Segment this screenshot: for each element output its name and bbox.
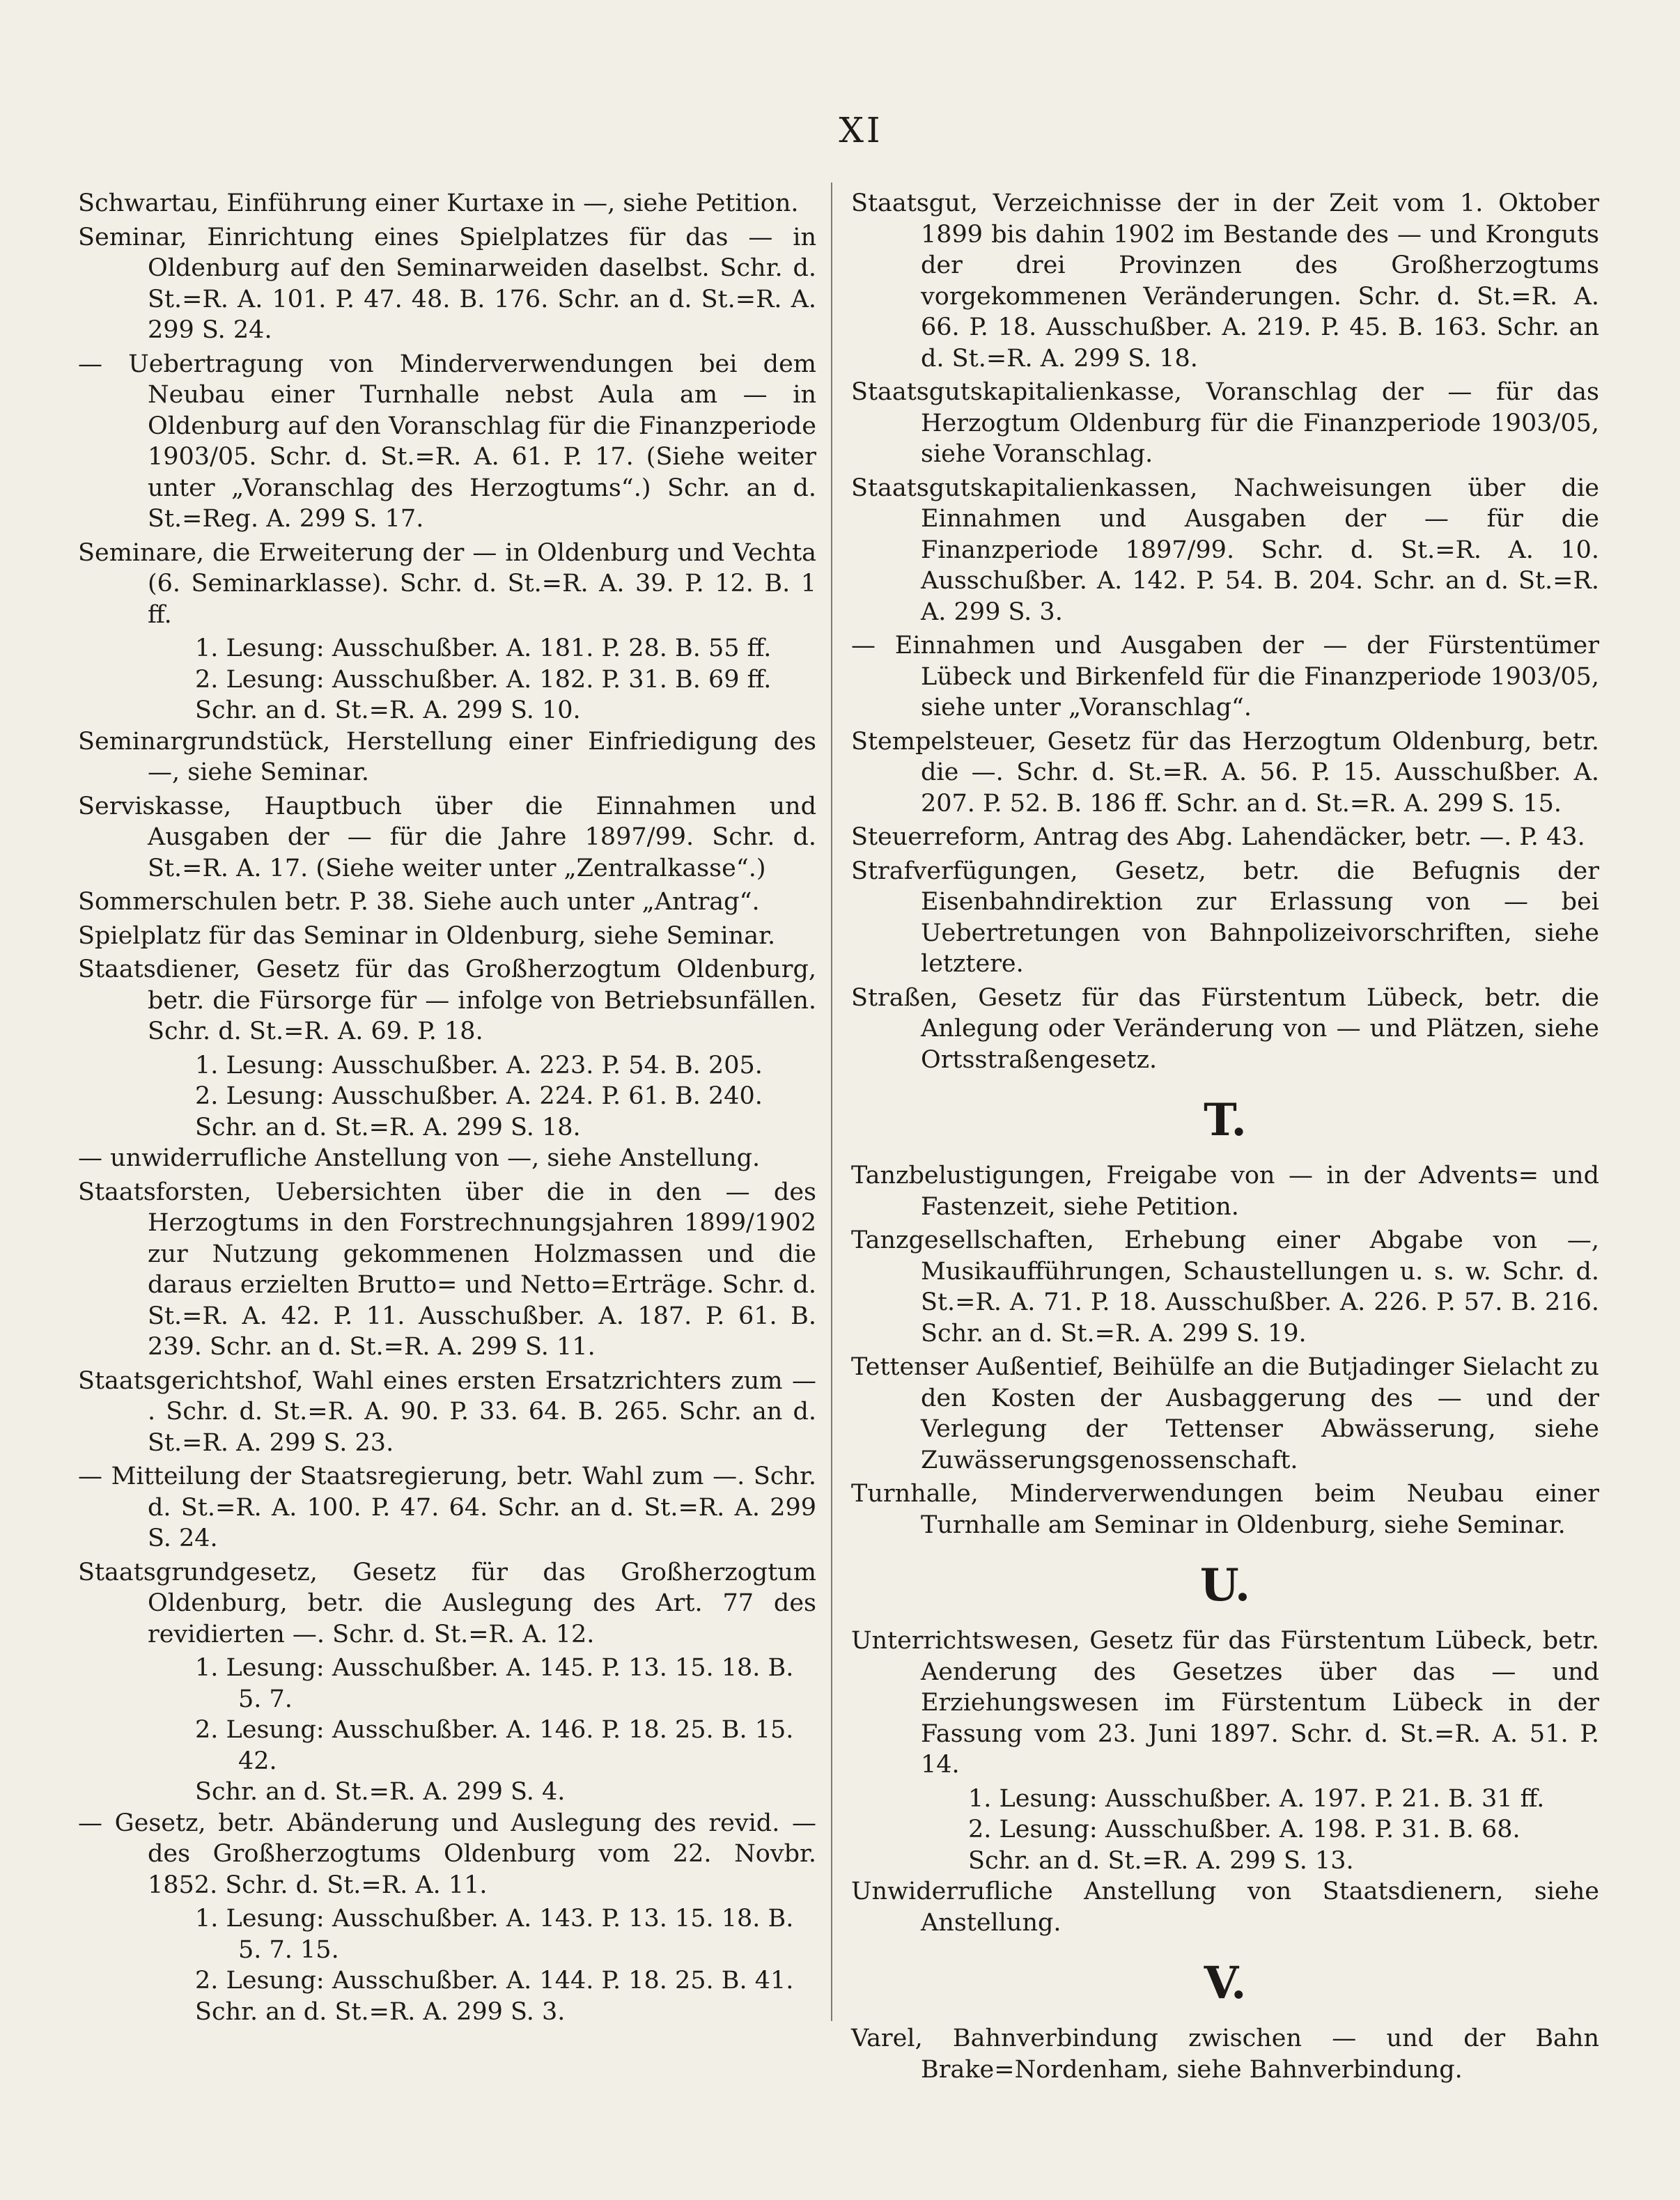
index-subentry: 2. Lesung: Ausschußber. A. 182. P. 31. B. 69 ff. bbox=[195, 665, 772, 694]
index-entry-varel: Varel, Bahnverbindung zwischen — und der Bahn Brake=Nordenham, siehe Bahnverbindung. bbox=[851, 2025, 1599, 2084]
index-entry-seminar1: Seminar, Einrichtung eines Spielplatzes für das — in Oldenburg auf den Seminarweiden daselbst. Schr. d. St.=R. A. 101. P. 47. 48. B. 176. Schr. an d. St.=R. A. 299 S. 24. bbox=[78, 223, 816, 344]
index-subentry: 2. Lesung: Ausschußber. A. 146. P. 18. 25. B. 15. 42. bbox=[195, 1716, 794, 1775]
index-entry-tettenser: Tettenser Außentief, Beihülfe an die Butjadinger Sielacht zu den Kosten der Ausbaggerung des — und der Verlegung der Tettenser Abwässerung, siehe Zuwässerungsgenossenschaft. bbox=[851, 1353, 1599, 1474]
index-entry-staatsgerichtshof: Staatsgerichtshof, Wahl eines ersten Ersatzrichters zum — . Schr. d. St.=R. A. 90. P. 33. 64. B. 265. Schr. an d. St.=R. A. 299 S. 23. bbox=[78, 1366, 816, 1457]
index-subentry: 2. Lesung: Ausschußber. A. 144. P. 18. 25. B. 41. bbox=[195, 1967, 794, 1995]
section-letter-v: V. bbox=[1204, 1957, 1247, 2009]
index-subentry: Schr. an d. St.=R. A. 299 S. 4. bbox=[195, 1778, 566, 1806]
section-letter-u: U. bbox=[1199, 1559, 1251, 1612]
index-entry-schwartau: Schwartau, Einführung einer Kurtaxe in —, siehe Petition. bbox=[78, 189, 799, 217]
index-entry-seminar2: — Uebertragung von Minderverwendungen bei dem Neubau einer Turnhalle nebst Aula am — in Oldenburg auf den Voranschlag für die Finanzperiode 1903/05. Schr. d. St.=R. A. 61. P. 17. (Siehe weiter unter „Voranschlag des Herzogtums“.) Schr. an d. St.=Reg. A. 299 S. 17. bbox=[78, 350, 816, 533]
index-entry-seminargrundstueck: Seminargrundstück, Herstellung einer Einfriedigung des —, siehe Seminar. bbox=[78, 727, 816, 786]
index-subentry: 1. Lesung: Ausschußber. A. 143. P. 13. 15. 18. B. 5. 7. 15. bbox=[195, 1905, 794, 1964]
index-subentry: Schr. an d. St.=R. A. 299 S. 3. bbox=[195, 1997, 566, 2026]
index-entry-sommerschulen: Sommerschulen betr. P. 38. Siehe auch unter „Antrag“. bbox=[78, 888, 760, 916]
index-entry-staatsdiener: Staatsdiener, Gesetz für das Großherzogtum Oldenburg, betr. die Fürsorge für — infolge von Betriebsunfällen. Schr. d. St.=R. A. 69. P. 18. bbox=[78, 955, 816, 1045]
index-entry-staatsgerichtshof2: — Mitteilung der Staatsregierung, betr. Wahl zum —. Schr. d. St.=R. A. 100. P. 47. 64. Schr. an d. St.=R. A. 299 S. 24. bbox=[78, 1462, 816, 1552]
index-subentry: 1. Lesung: Ausschußber. A. 145. P. 13. 15. 18. B. 5. 7. bbox=[195, 1654, 794, 1713]
index-entry-staatsgutskapitalienkasse: Staatsgutskapitalienkasse, Voranschlag der — für das Herzogtum Oldenburg für die Finanzperiode 1903/05, siehe Voranschlag. bbox=[851, 378, 1599, 468]
index-entry-strafverfuegungen: Strafverfügungen, Gesetz, betr. die Befugnis der Eisenbahndirektion zur Erlassung von — bei Uebertretungen von Bahnpolizeivorschriften, siehe letztere. bbox=[851, 857, 1599, 978]
column-divider bbox=[831, 182, 832, 2021]
index-entry-seminare: Seminare, die Erweiterung der — in Oldenburg und Vechta (6. Seminarklasse). Schr. d. St.=R. A. 39. P. 12. B. 1 ff. bbox=[78, 538, 816, 629]
index-subentry: 1. Lesung: Ausschußber. A. 181. P. 28. B. 55 ff. bbox=[195, 634, 772, 662]
index-entry-unterrichtswesen: Unterrichtswesen, Gesetz für das Fürstentum Lübeck, betr. Aenderung des Gesetzes über das — und Erziehungswesen im Fürstentum Lübeck in der Fassung vom 23. Juni 1897. Schr. d. St.=R. A. 51. P. 14. bbox=[851, 1627, 1599, 1779]
index-entry-serviskasse: Serviskasse, Hauptbuch über die Einnahmen und Ausgaben der — für die Jahre 1897/99. Schr. d. St.=R. A. 17. (Siehe weiter unter „Zentralkasse“.) bbox=[78, 792, 816, 882]
section-letter-t: T. bbox=[1204, 1094, 1247, 1146]
index-entry-staatsforsten: Staatsforsten, Uebersichten über die in den — des Herzogtums in den Forstrechnungsjahren 1899/1902 zur Nutzung gekommenen Holzmassen und die daraus erzielten Brutto= und Netto=Erträge. Schr. d. St.=R. A. 42. P. 11. Ausschußber. A. 187. P. 61. B. 239. Schr. an d. St.=R. A. 299 S. 11. bbox=[78, 1178, 816, 1361]
index-subentry: 2. Lesung: Ausschußber. A. 198. P. 31. B. 68. bbox=[968, 1816, 1520, 1843]
right-column bbox=[851, 188, 1599, 2088]
index-entry-unwiderrufliche: Unwiderrufliche Anstellung von Staatsdienern, siehe Anstellung. bbox=[851, 1878, 1599, 1937]
index-entry-tanzgesellschaften: Tanzgesellschaften, Erhebung einer Abgabe von —, Musikaufführungen, Schaustellungen u. s. w. Schr. d. St.=R. A. 71. P. 18. Ausschußber. A. 226. P. 57. B. 216. Schr. an d. St.=R. A. 299 S. 19. bbox=[851, 1226, 1599, 1348]
index-entry-staatsgutskapitalienkassen: Staatsgutskapitalienkassen, Nachweisungen über die Einnahmen und Ausgaben der — für die Finanzperiode 1897/99. Schr. d. St.=R. A. 10. Ausschußber. A. 142. P. 54. B. 204. Schr. an d. St.=R. A. 299 S. 3. bbox=[851, 474, 1599, 626]
index-entry-spielplatz: Spielplatz für das Seminar in Oldenburg, siehe Seminar. bbox=[78, 921, 776, 950]
index-entry-staatsgut: Staatsgut, Verzeichnisse der in der Zeit vom 1. Oktober 1899 bis dahin 1902 im Bestande des — und Kronguts der drei Provinzen des Großherzogtums vorgekommenen Veränderungen. Schr. d. St.=R. A. 66. P. 18. Ausschußber. A. 219. P. 45. B. 163. Schr. an d. St.=R. A. 299 S. 18. bbox=[851, 189, 1599, 373]
index-subentry: Schr. an d. St.=R. A. 299 S. 18. bbox=[195, 1113, 581, 1141]
index-subentry: 1. Lesung: Ausschußber. A. 197. P. 21. B. 31 ff. bbox=[968, 1784, 1545, 1813]
left-column bbox=[78, 188, 816, 2027]
index-subentry: Schr. an d. St.=R. A. 299 S. 10. bbox=[195, 696, 581, 724]
index-entry-steuerreform: Steuerreform, Antrag des Abg. Lahendäcker, betr. —. P. 43. bbox=[851, 823, 1585, 851]
index-entry-turnhalle: Turnhalle, Minderverwendungen beim Neubau einer Turnhalle am Seminar in Oldenburg, siehe Seminar. bbox=[851, 1480, 1599, 1539]
page-number: XI bbox=[839, 110, 883, 150]
index-entry-strassen: Straßen, Gesetz für das Fürstentum Lübeck, betr. die Anlegung oder Veränderung von — und Plätzen, siehe Ortsstraßengesetz. bbox=[851, 983, 1599, 1074]
index-subentry: 2. Lesung: Ausschußber. A. 224. P. 61. B. 240. bbox=[195, 1082, 763, 1110]
index-entry-staatsgrundgesetz: Staatsgrundgesetz, Gesetz für das Großherzogtum Oldenburg, betr. die Auslegung des Art. 77 des revidierten —. Schr. d. St.=R. A. 12. bbox=[78, 1558, 816, 1648]
index-subentry: 1. Lesung: Ausschußber. A. 223. P. 54. B. 205. bbox=[195, 1051, 763, 1079]
index-entry-stempelsteuer: Stempelsteuer, Gesetz für das Herzogtum Oldenburg, betr. die —. Schr. d. St.=R. A. 56. P. 15. Ausschußber. A. 207. P. 52. B. 186 ff. Schr. an d. St.=R. A. 299 S. 15. bbox=[851, 727, 1599, 818]
index-subentry: Schr. an d. St.=R. A. 299 S. 13. bbox=[968, 1846, 1354, 1875]
index-entry-staatsgrundgesetz2: — Gesetz, betr. Abänderung und Auslegung des revid. — des Großherzogtums Oldenburg vom 22. Novbr. 1852. Schr. d. St.=R. A. 11. bbox=[78, 1809, 816, 1899]
index-entry-staatsgutskapitalienkassen2: — Einnahmen und Ausgaben der — der Fürstentümer Lübeck und Birkenfeld für die Finanzperiode 1903/05, siehe unter „Voranschlag“. bbox=[851, 632, 1599, 721]
index-entry-staatsdiener2: — unwiderrufliche Anstellung von —, siehe Anstellung. bbox=[78, 1144, 761, 1172]
index-entry-tanzbelustigungen: Tanzbelustigungen, Freigabe von — in der Advents= und Fastenzeit, siehe Petition. bbox=[851, 1162, 1599, 1221]
